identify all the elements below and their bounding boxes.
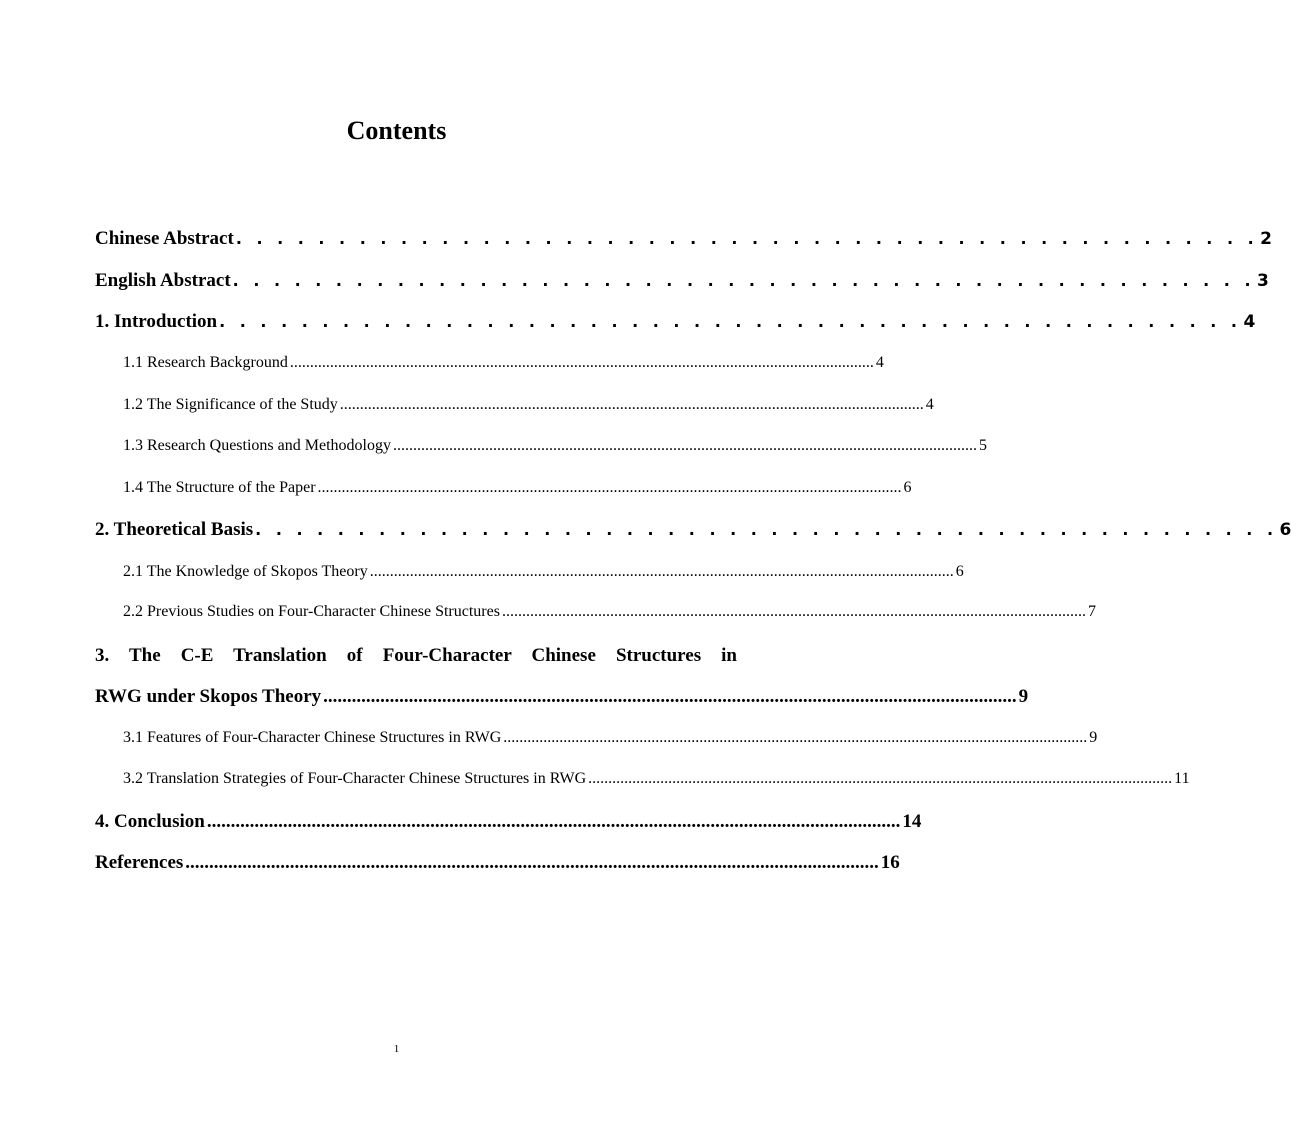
toc-entry-2-2[interactable]	[123, 603, 1096, 633]
toc-entry-label: 2.2 Previous Studies on Four-Character Chinese Structures	[123, 603, 500, 620]
toc-leader-dots: ..................................................................................................................................................	[501, 603, 1086, 620]
toc-page-number: 16	[880, 852, 900, 873]
toc-page-number: 2	[1260, 229, 1273, 249]
toc-page-number: 11	[1174, 770, 1190, 787]
toc-leader-dots: . . . . . . . . . . . . . . . . . . . . . . . . . . . . . . . . . . . . . . . . . . . . . . . . . .	[219, 312, 1242, 331]
toc-entry-1-1[interactable]	[123, 354, 884, 384]
footer-page-number: 1	[393, 1043, 400, 1055]
toc-leader-dots: . . . . . . . . . . . . . . . . . . . . . . . . . . . . . . . . . . . . . . . . . . . . . . . . . .	[232, 271, 1256, 290]
toc-leader-dots: ..................................................................................................................................................	[503, 729, 1088, 746]
toc-entry-2-1[interactable]	[123, 563, 964, 593]
toc-entry-label: 1. Introduction	[95, 311, 218, 332]
toc-page-number: 3	[1257, 271, 1269, 291]
toc-entry-references[interactable]	[95, 852, 900, 882]
toc-entry-label: 3.2 Translation Strategies of Four-Character Chinese Structures in RWG	[123, 770, 587, 787]
toc-leader-dots: . . . . . . . . . . . . . . . . . . . . . . . . . . . . . . . . . . . . . . . . . . . . . . . . . .	[255, 520, 1278, 539]
toc-entry-label: 2. Theoretical Basis	[95, 519, 254, 540]
toc-entry-label: 1.3 Research Questions and Methodology	[123, 437, 391, 454]
toc-entry-chinese-abstract[interactable]	[95, 228, 1273, 258]
toc-entry-label: 1.1 Research Background	[123, 354, 288, 371]
toc-page-number: 4	[925, 396, 934, 413]
toc-page-number: 4	[875, 354, 884, 371]
toc-page-number: 6	[903, 479, 912, 496]
toc-entry-3-1[interactable]	[123, 729, 1098, 759]
toc-entry-label: Chinese Abstract	[95, 228, 234, 249]
toc-entry-3-2[interactable]	[123, 770, 1190, 800]
toc-leader-dots: ..................................................................................................................................................	[392, 437, 977, 454]
toc-entry-1-2[interactable]	[123, 396, 934, 426]
toc-entry-english-abstract[interactable]	[95, 270, 1269, 300]
toc-entry-chapter3[interactable]	[95, 686, 1029, 716]
page-title: Contents	[346, 116, 447, 145]
toc-entry-chapter3-line1[interactable]: 3. The C-E Translation of Four-Character Chinese Structures in	[95, 645, 737, 666]
toc-leader-dots: ..................................................................................................................................................	[588, 770, 1173, 787]
toc-page-number: 4	[1243, 312, 1256, 332]
toc-entry-label: 1.4 The Structure of the Paper	[123, 479, 316, 496]
toc-entry-label: RWG under Skopos Theory	[95, 686, 322, 707]
toc-entry-theoretical-basis[interactable]	[95, 519, 1291, 549]
toc-entry-label: 1.2 The Significance of the Study	[123, 396, 338, 413]
toc-entry-label: References	[95, 852, 184, 873]
toc-entry-introduction[interactable]	[95, 311, 1256, 341]
toc-entry-label: 4. Conclusion	[95, 811, 205, 832]
toc-entry-label: English Abstract	[95, 270, 231, 291]
toc-leader-dots: ..................................................................................................................................................	[289, 354, 874, 371]
toc-page-number: 6	[1279, 520, 1291, 540]
toc-leader-dots: ..................................................................................................................................................	[323, 686, 1017, 707]
toc-leader-dots: . . . . . . . . . . . . . . . . . . . . . . . . . . . . . . . . . . . . . . . . . . . . . . . . . .	[235, 229, 1259, 248]
toc-entry-conclusion[interactable]	[95, 811, 922, 841]
toc-entry-1-4[interactable]	[123, 479, 912, 509]
toc-page-number: 7	[1087, 603, 1096, 620]
toc-page-number: 5	[978, 437, 987, 454]
toc-leader-dots: ..................................................................................................................................................	[317, 479, 902, 496]
toc-leader-dots: ..................................................................................................................................................	[185, 852, 879, 873]
toc-entry-label: 2.1 The Knowledge of Skopos Theory	[123, 563, 368, 580]
toc-leader-dots: ..................................................................................................................................................	[369, 563, 954, 580]
toc-entry-1-3[interactable]	[123, 437, 987, 467]
toc-leader-dots: ..................................................................................................................................................	[339, 396, 924, 413]
toc-entry-label: 3.1 Features of Four-Character Chinese Structures in RWG	[123, 729, 502, 746]
toc-page-number: 14	[902, 811, 922, 832]
toc-page-number: 9	[1089, 729, 1098, 746]
toc-page-number: 9	[1018, 686, 1029, 707]
toc-page-number: 6	[955, 563, 964, 580]
toc-leader-dots: ..................................................................................................................................................	[206, 811, 901, 832]
